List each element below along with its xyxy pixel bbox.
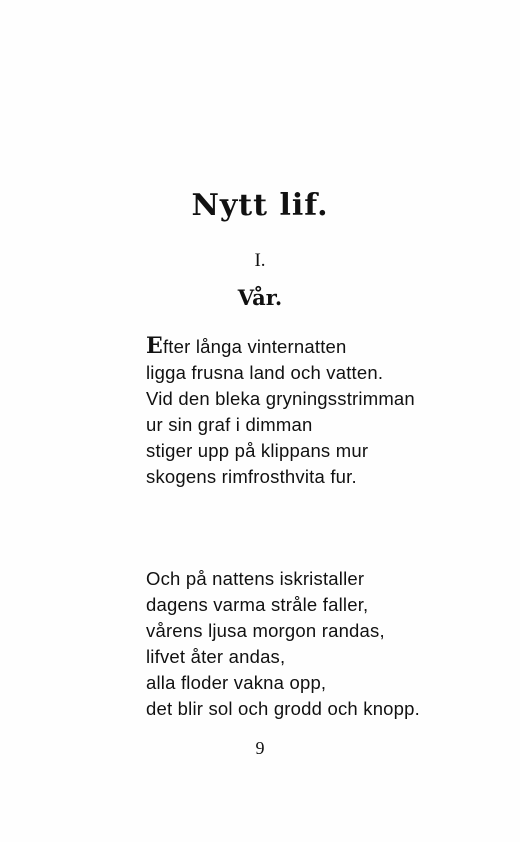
verse-line: alla floder vakna opp,	[146, 672, 327, 693]
verse-line-rest: fter långa vinternatten	[162, 336, 347, 357]
drop-cap: E	[146, 333, 163, 359]
verse-line: det blir sol och grodd och knopp.	[146, 698, 420, 719]
verse-line: ligga frusna land och vatten.	[146, 362, 384, 383]
section-numeral: I.	[254, 250, 266, 271]
verse-line: ur sin graf i dimman	[146, 414, 313, 435]
verse-line: dagens varma stråle faller,	[146, 594, 369, 615]
verse-line: skogens rimfrosthvita fur.	[146, 466, 357, 487]
verse-line: vårens ljusa morgon randas,	[146, 620, 385, 641]
stanza-1	[146, 333, 415, 490]
poem-subtitle: Vår.	[237, 285, 283, 310]
poem-title: Nytt lif.	[191, 188, 329, 223]
verse-line: Vid den bleka gryningsstrimman	[146, 388, 415, 409]
page-number: 9	[255, 738, 265, 758]
verse-line	[146, 333, 415, 360]
verse-line: lifvet åter andas,	[146, 646, 286, 667]
verse-line: stiger upp på klippans mur	[146, 440, 369, 461]
verse-line: Och på nattens iskristaller	[146, 568, 365, 589]
stanza-2	[146, 566, 420, 722]
